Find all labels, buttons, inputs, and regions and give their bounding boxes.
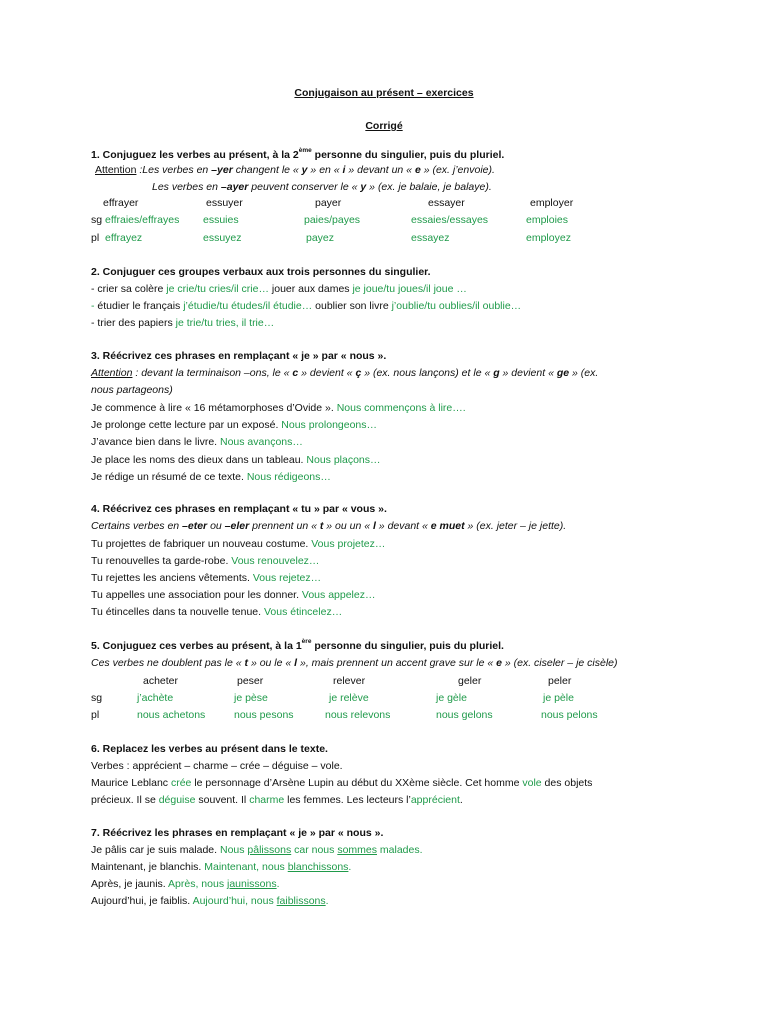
ex3-heading: 3. Réécrivez ces phrases en remplaçant « je » par « nous ». (91, 350, 387, 362)
ex7-row: Après, je jaunis. Après, nous jaunissons. (91, 878, 280, 890)
ex4-row: Tu rejettes les anciens vêtements. Vous rejetez… (91, 572, 322, 584)
ex5-pl-answer: nous gelons (436, 709, 493, 721)
ex1-sg-answer: effraies/effrayes (105, 214, 180, 226)
ex1-pl-answer: essuyez (203, 232, 242, 244)
ex6-heading: 6. Replacez les verbes au présent dans le texte. (91, 743, 328, 755)
ex3-row: Je place les noms des dieux dans un tableau. Nous plaçons… (91, 454, 381, 466)
page-title: Conjugaison au présent – exercices (294, 87, 474, 99)
ex5-heading: 5. Conjuguez ces verbes au présent, à la 1ère personne du singulier, puis du pluriel. (91, 638, 504, 652)
ex1-pl-answer: essayez (411, 232, 450, 244)
ex1-verb: payer (315, 197, 342, 209)
ex4-row: Tu projettes de fabriquer un nouveau costume. Vous projetez… (91, 538, 386, 550)
ex4-row: Tu appelles une association pour les donner. Vous appelez… (91, 589, 376, 601)
ex7-row: Maintenant, je blanchis. Maintenant, nous blanchissons. (91, 861, 352, 873)
ex5-verb: geler (458, 675, 482, 687)
ex2-line: - étudier le français j’étudie/tu études/il étudie… oublier son livre j’oublie/tu oublies/il oublie… (91, 300, 522, 312)
ex7-row: Je pâlis car je suis malade. Nous pâlissons car nous sommes malades. (91, 844, 423, 856)
ex3-attention-cont: nous partageons) (91, 384, 173, 396)
ex5-sg-answer: j’achète (137, 692, 174, 704)
ex1-sg-answer: emploies (526, 214, 569, 226)
ex5-pl-answer: nous pelons (541, 709, 598, 721)
ex1-heading: 1. Conjuguez les verbes au présent, à la 2ème personne du singulier, puis du pluriel. (91, 147, 505, 161)
ex5-sg-label: sg (91, 692, 103, 704)
ex3-row: Je prolonge cette lecture par un exposé. Nous prolongeons… (91, 419, 378, 431)
ex3-attention: Attention : devant la terminaison –ons, le « c » devient « ç » (ex. nous lançons) et le « g » devient « ge » (ex. (91, 367, 599, 379)
ex3-row: Je commence à lire « 16 métamorphoses d’Ovide ». Nous commençons à lire…. (91, 402, 466, 414)
ex5-sg-answer: je pèle (543, 692, 574, 704)
ex6-verbs: Verbes : apprécient – charme – crée – déguise – vole. (91, 760, 343, 772)
ex1-pl-label: pl (91, 232, 100, 244)
ex5-verb: peler (548, 675, 572, 687)
ex1-sg-answer: paies/payes (304, 214, 361, 226)
ex5-pl-answer: nous relevons (325, 709, 391, 721)
ex4-row: Tu étincelles dans ta nouvelle tenue. Vous étincelez… (91, 606, 343, 618)
ex4-row: Tu renouvelles ta garde-robe. Vous renouvelez… (91, 555, 320, 567)
ex1-pl-answer: payez (306, 232, 335, 244)
ex5-pl-answer: nous pesons (234, 709, 294, 721)
ex2-heading: 2. Conjuguer ces groupes verbaux aux trois personnes du singulier. (91, 266, 431, 278)
ex5-sg-answer: je gèle (436, 692, 467, 704)
ex5-pl-answer: nous achetons (137, 709, 206, 721)
ex1-pl-answer: employez (526, 232, 571, 244)
ex7-heading: 7. Réécrivez les phrases en remplaçant « je » par « nous ». (91, 827, 384, 839)
ex1-pl-answer: effrayez (105, 232, 143, 244)
ex2-line: - trier des papiers je trie/tu tries, il trie… (91, 317, 275, 329)
ex5-rule: Ces verbes ne doublent pas le « t » ou le « l », mais prennent un accent grave sur le « e » (ex. ciseler – je cisèle) (91, 657, 618, 669)
ex1-sg-answer: essaies/essayes (411, 214, 489, 226)
page-subtitle: Corrigé (365, 120, 403, 132)
ex1-attention-line2: Les verbes en –ayer peuvent conserver le « y » (ex. je balaie, je balaye). (152, 181, 492, 193)
ex5-sg-answer: je pèse (234, 692, 268, 704)
ex6-paragraph-line: précieux. Il se déguise souvent. Il charme les femmes. Les lecteurs l’apprécient. (91, 794, 463, 806)
ex1-verb: essayer (428, 197, 465, 209)
ex7-row: Aujourd’hui, je faiblis. Aujourd’hui, nous faiblissons. (91, 895, 329, 907)
ex2-line: - crier sa colère je crie/tu cries/il crie… jouer aux dames je joue/tu joues/il joue … (91, 283, 467, 295)
ex1-sg-answer: essuies (203, 214, 239, 226)
ex5-verb: relever (333, 675, 366, 687)
ex3-row: J’avance bien dans le livre. Nous avançons… (91, 436, 303, 448)
ex5-verb: peser (237, 675, 264, 687)
ex1-verb: effrayer (103, 197, 139, 209)
ex1-sg-label: sg (91, 214, 103, 226)
ex6-paragraph-line: Maurice Leblanc crée le personnage d’Arsène Lupin au début du XXème siècle. Cet homme vole des objets (91, 777, 593, 789)
ex3-row: Je rédige un résumé de ce texte. Nous rédigeons… (91, 471, 331, 483)
ex5-verb: acheter (143, 675, 179, 687)
ex4-heading: 4. Réécrivez ces phrases en remplaçant « tu » par « vous ». (91, 503, 387, 515)
ex5-pl-label: pl (91, 709, 100, 721)
ex1-verb: employer (530, 197, 574, 209)
ex1-attention-line1: Attention :Les verbes en –yer changent le « y » en « i » devant un « e » (ex. j’envoie). (95, 164, 495, 176)
ex4-rule: Certains verbes en –eter ou –eler prennent un « t » ou un « l » devant « e muet » (ex. jeter – je jette). (91, 520, 567, 532)
ex5-sg-answer: je relève (329, 692, 369, 704)
ex1-verb: essuyer (206, 197, 243, 209)
